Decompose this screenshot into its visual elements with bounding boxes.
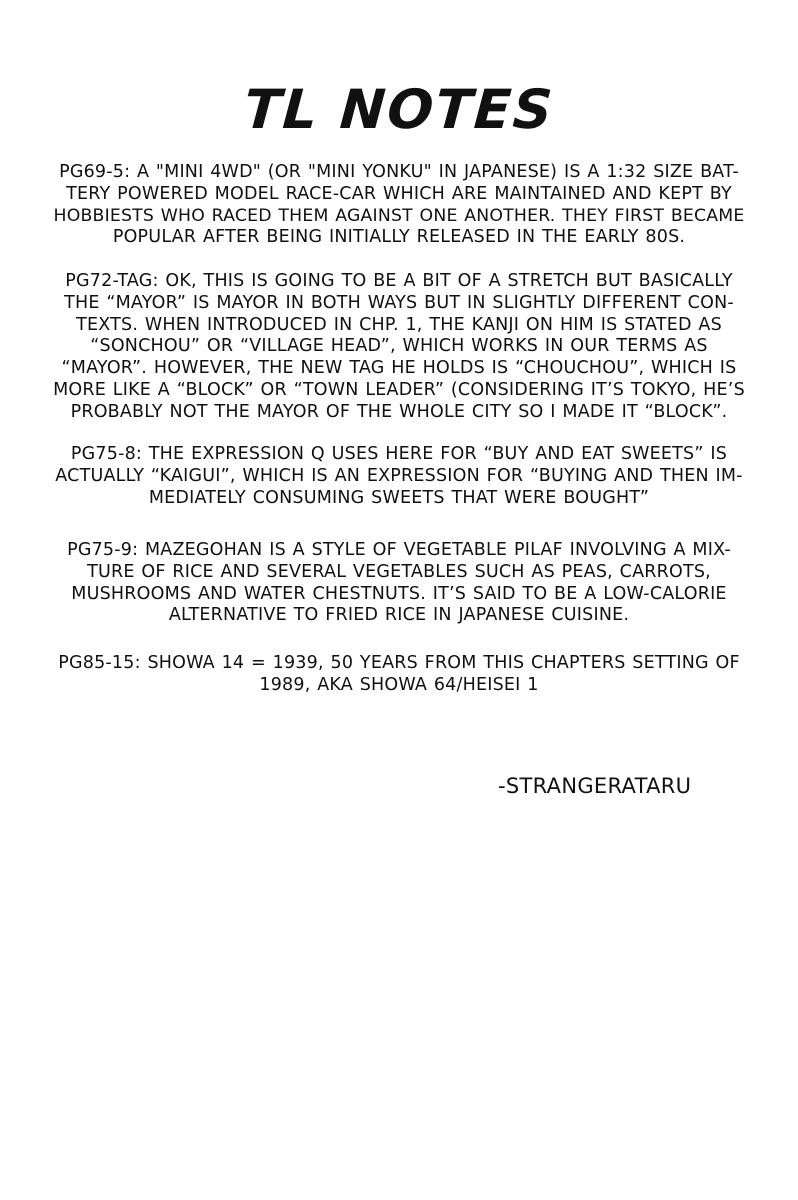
note-line: HOBBIESTS WHO RACED THEM AGAINST ONE ANOTHER. THEY FIRST BECAME xyxy=(53,205,745,226)
note-line: ALTERNATIVE TO FRIED RICE IN JAPANESE CUISINE. xyxy=(168,605,630,626)
note-line: PG72-TAG: OK, THIS IS GOING TO BE A BIT OF A STRETCH BUT BASICALLY xyxy=(65,271,733,291)
note-line: ACTUALLY “KAIGUI”, WHICH IS AN EXPRESSION FOR “BUYING AND THEN IM- xyxy=(55,465,743,486)
note-line: PG75-8: THE EXPRESSION Q USES HERE FOR “BUY AND EAT SWEETS” IS xyxy=(70,444,728,464)
note-line: PG75-9: MAZEGOHAN IS A STYLE OF VEGETABLE PILAF INVOLVING A MIX- xyxy=(67,540,731,560)
note-line: THE “MAYOR” IS MAYOR IN BOTH WAYS BUT IN SLIGHTLY DIFFERENT CON- xyxy=(64,292,734,313)
note-line: PG85-15: SHOWA 14 = 1939, 50 YEARS FROM THIS CHAPTERS SETTING OF xyxy=(58,653,740,673)
note-pg75-8 xyxy=(50,444,748,509)
page-title: TL NOTES xyxy=(241,78,557,141)
note-pg75-9 xyxy=(50,540,748,627)
note-line: PROBABLY NOT THE MAYOR OF THE WHOLE CITY SO I MADE IT “BLOCK”. xyxy=(70,401,728,422)
note-line: MEDIATELY CONSUMING SWEETS THAT WERE BOUGHT” xyxy=(148,487,650,508)
note-line: 1989, AKA SHOWA 64/HEISEI 1 xyxy=(259,674,539,695)
note-line: MUSHROOMS AND WATER CHESTNUTS. IT’S SAID TO BE A LOW-CALORIE xyxy=(71,583,727,604)
translator-signature: -STRANGERATARU xyxy=(498,774,692,798)
note-line: TERY POWERED MODEL RACE-CAR WHICH ARE MAINTAINED AND KEPT BY xyxy=(66,183,732,204)
note-pg85-15 xyxy=(50,653,748,697)
note-line: “SONCHOU” OR “VILLAGE HEAD”, WHICH WORKS IN OUR TERMS AS xyxy=(90,336,708,357)
note-line: “MAYOR”. HOWEVER, THE NEW TAG HE HOLDS IS “CHOUCHOU”, WHICH IS xyxy=(61,358,737,379)
note-line: PG69-5: A "MINI 4WD" (OR "MINI YONKU" IN JAPANESE) IS A 1:32 SIZE BAT- xyxy=(59,162,739,182)
note-line: POPULAR AFTER BEING INITIALLY RELEASED IN THE EARLY 80S. xyxy=(112,227,686,248)
note-line: TEXTS. WHEN INTRODUCED IN CHP. 1, THE KANJI ON HIM IS STATED AS xyxy=(76,314,722,335)
note-line: TURE OF RICE AND SEVERAL VEGETABLES SUCH AS PEAS, CARROTS, xyxy=(87,561,711,582)
note-line: MORE LIKE A “BLOCK” OR “TOWN LEADER” (CONSIDERING IT’S TOKYO, HE’S xyxy=(53,379,745,400)
note-pg69-5 xyxy=(50,162,748,249)
note-pg72-tag xyxy=(50,271,748,424)
